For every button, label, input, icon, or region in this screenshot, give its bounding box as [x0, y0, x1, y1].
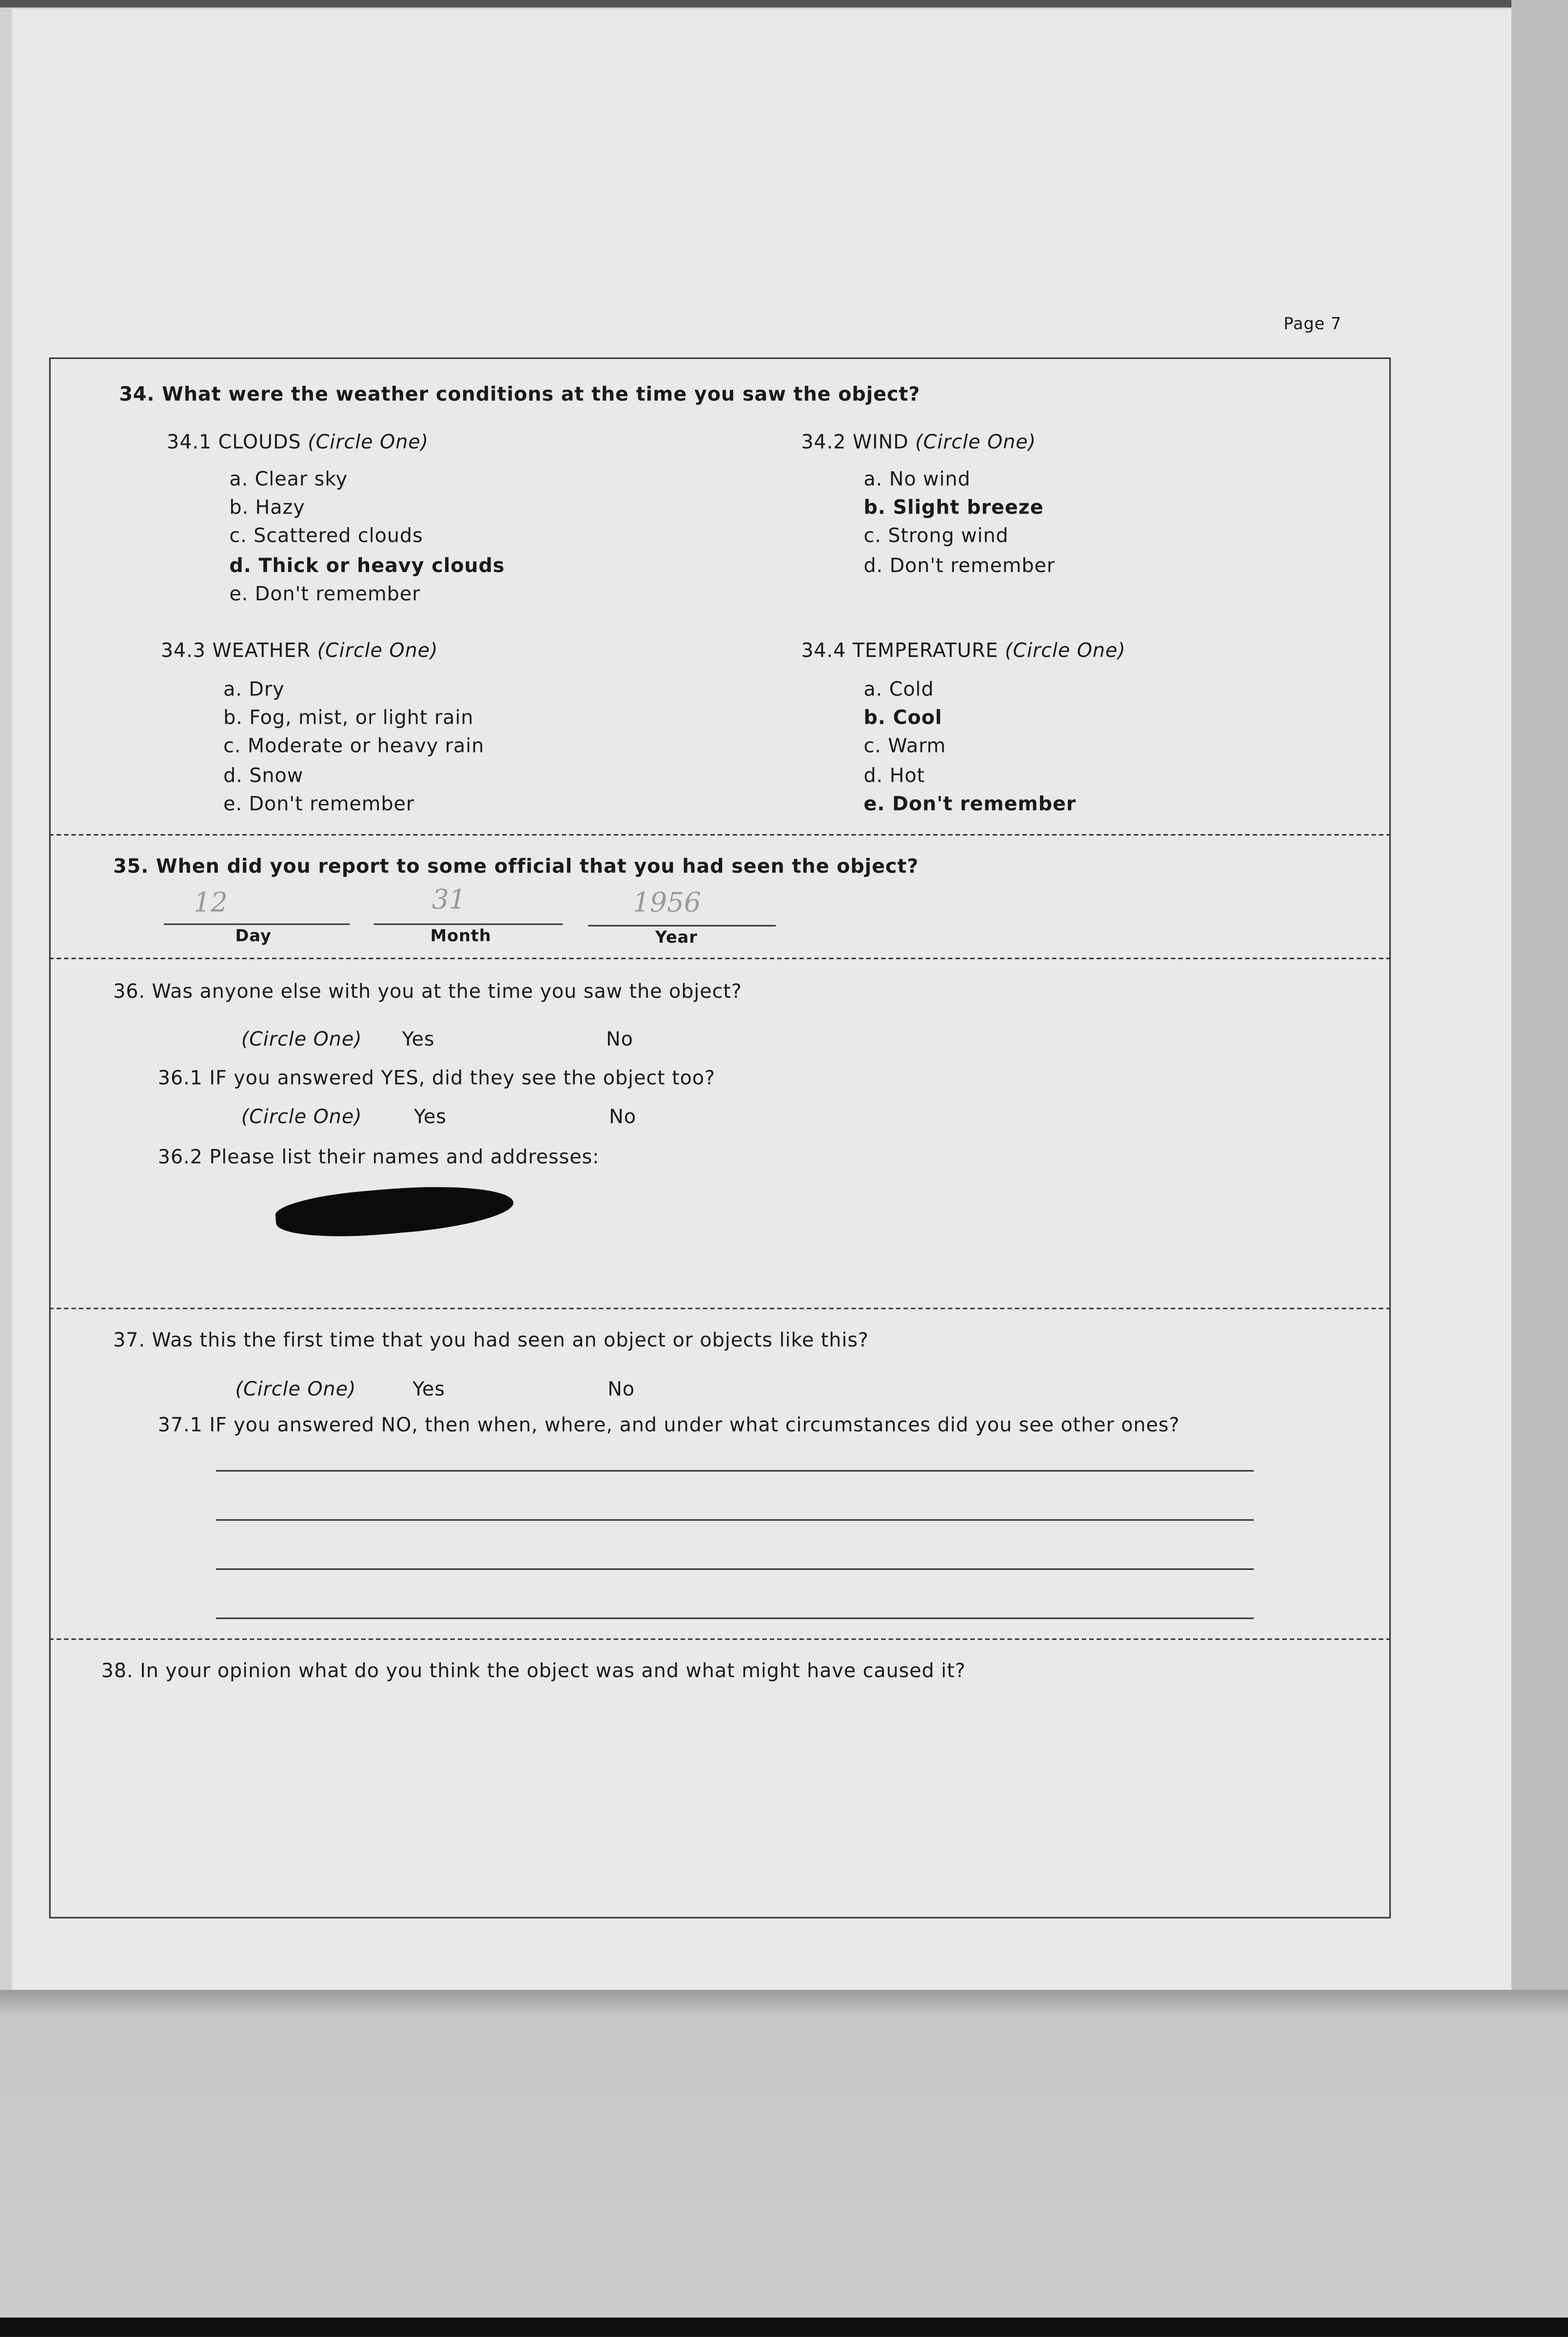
year-field[interactable] — [588, 925, 776, 927]
weather-option[interactable]: d. Snow — [223, 765, 304, 788]
answer-no[interactable]: No — [609, 1107, 636, 1129]
temperature-heading-text: 34.4 TEMPERATURE — [801, 640, 999, 663]
question-35: 35. When did you report to some official that you had seen the object? — [113, 856, 919, 879]
clouds-heading — [167, 432, 429, 455]
circle-one-note: (Circle One) — [317, 640, 438, 663]
wind-heading-text: 34.2 WIND — [801, 432, 909, 455]
day-field[interactable] — [164, 924, 350, 925]
wind-option[interactable]: d. Don't remember — [863, 555, 1056, 578]
clouds-heading-text: 34.1 CLOUDS — [167, 432, 301, 455]
answer-yes[interactable]: Yes — [412, 1379, 445, 1402]
divider — [49, 958, 1391, 959]
question-37: 37. Was this the first time that you had seen an object or objects like this? — [113, 1330, 869, 1353]
question-34: 34. What were the weather conditions at the time you saw the object? — [119, 384, 921, 407]
answer-line[interactable] — [216, 1519, 1254, 1521]
month-field[interactable] — [374, 924, 563, 925]
clouds-option[interactable]: e. Don't remember — [229, 584, 421, 607]
month-handwritten: 31 — [431, 885, 466, 916]
weather-option[interactable]: e. Don't remember — [223, 793, 415, 816]
answer-line[interactable] — [216, 1470, 1254, 1471]
scan-background — [0, 1990, 1568, 2317]
day-handwritten: 12 — [194, 888, 228, 919]
weather-heading-text: 34.3 WEATHER — [160, 640, 311, 663]
wind-option[interactable]: b. Slight breeze — [863, 497, 1044, 520]
divider — [49, 834, 1391, 835]
day-label: Day — [235, 926, 272, 946]
question-36-1: 36.1 IF you answered YES, did they see the object too? — [157, 1068, 716, 1090]
temperature-option[interactable]: a. Cold — [863, 679, 934, 702]
wind-heading — [801, 432, 1036, 455]
answer-yes[interactable]: Yes — [402, 1029, 435, 1052]
page-number: Page 7 — [1283, 314, 1342, 334]
temperature-option[interactable]: b. Cool — [863, 707, 942, 730]
clouds-option[interactable]: d. Thick or heavy clouds — [229, 555, 505, 578]
temperature-heading — [801, 640, 1126, 663]
question-37-1: 37.1 IF you answered NO, then when, where, and under what circumstances did you see other ones? — [157, 1415, 1180, 1438]
weather-option[interactable]: b. Fog, mist, or light rain — [223, 707, 474, 730]
answer-yes[interactable]: Yes — [414, 1107, 447, 1129]
circle-one-note: (Circle One) — [1005, 640, 1126, 663]
clouds-option[interactable]: c. Scattered clouds — [229, 526, 423, 548]
scan-edge-bottom — [0, 2317, 1568, 2337]
answer-no[interactable]: No — [606, 1029, 633, 1052]
divider — [49, 1307, 1391, 1309]
answer-line[interactable] — [216, 1618, 1254, 1619]
question-38: 38. In your opinion what do you think the object was and what might have caused it? — [101, 1661, 966, 1683]
answer-line[interactable] — [216, 1568, 1254, 1570]
weather-option[interactable]: a. Dry — [223, 679, 285, 702]
answer-no[interactable]: No — [608, 1379, 635, 1402]
circle-one-note: (Circle One) — [241, 1107, 362, 1129]
year-handwritten: 1956 — [632, 888, 701, 919]
wind-option[interactable]: c. Strong wind — [863, 526, 1009, 548]
circle-one-note: (Circle One) — [241, 1029, 362, 1052]
circle-one-note: (Circle One) — [915, 432, 1036, 455]
wind-option[interactable]: a. No wind — [863, 469, 971, 492]
scan-edge-right — [1511, 0, 1568, 2337]
weather-heading — [161, 640, 438, 663]
clouds-option[interactable]: b. Hazy — [229, 497, 305, 520]
scan-edge — [0, 0, 1568, 7]
question-36: 36. Was anyone else with you at the time you saw the object? — [113, 981, 742, 1004]
temperature-option[interactable]: c. Warm — [863, 735, 946, 758]
question-36-2: 36.2 Please list their names and addresses: — [157, 1147, 600, 1169]
temperature-option[interactable]: e. Don't remember — [863, 793, 1077, 816]
circle-one-note: (Circle One) — [235, 1379, 356, 1402]
circle-one-note: (Circle One) — [308, 432, 429, 455]
year-label: Year — [655, 928, 698, 948]
clouds-option[interactable]: a. Clear sky — [229, 469, 348, 492]
weather-option[interactable]: c. Moderate or heavy rain — [223, 735, 485, 758]
month-label: Month — [430, 926, 491, 946]
divider — [49, 1639, 1391, 1640]
temperature-option[interactable]: d. Hot — [863, 765, 925, 788]
